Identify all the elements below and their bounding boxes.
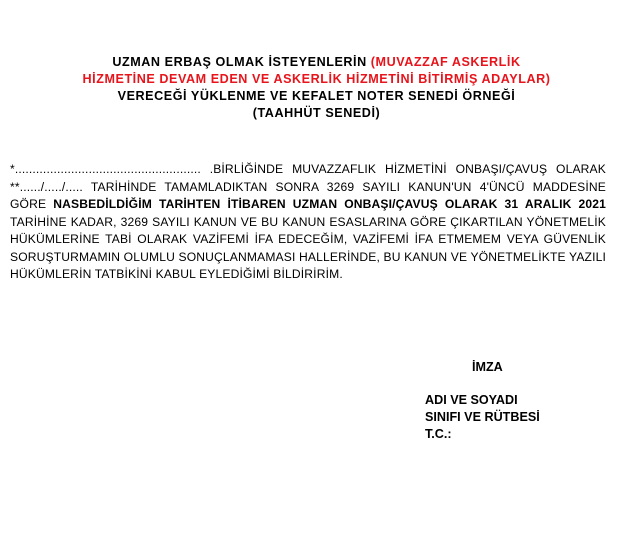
paragraph-part-1: *..................................................... .BİRLİĞİNDE MUVAZZAFLIK HİZMETİNİ ONBAŞI/ÇAVUŞ OLARAK **....../...../..... TARİHİNDE TAMAMLADIKTAN SONRA 3269 SAYILI KANUN'UN 4'ÜNCÜ MADDESİNE GÖRE [10, 162, 606, 211]
commitment-paragraph [10, 161, 606, 284]
class-rank-label: SINIFI VE RÜTBESİ [425, 410, 540, 424]
paragraph-bold-part: NASBEDİLDİĞİM TARİHTEN İTİBAREN UZMAN ONBAŞI/ÇAVUŞ OLARAK 31 ARALIK 2021 [53, 197, 606, 211]
title-line-3: VERECEĞİ YÜKLENME VE KEFALET NOTER SENEDİ ÖRNEĞİ [117, 89, 516, 103]
title-line-4: (TAAHHÜT SENEDİ) [252, 106, 381, 120]
title-line-1 [0, 54, 633, 71]
name-surname-label: ADI VE SOYADI [425, 393, 518, 407]
signature-label: İMZA [472, 360, 503, 374]
signature-block [425, 392, 540, 443]
title-line-2: HİZMETİNE DEVAM EDEN VE ASKERLİK HİZMETİNİ BİTİRMİŞ ADAYLAR) [82, 72, 551, 86]
title-line-1-black: UZMAN ERBAŞ OLMAK İSTEYENLERİN [112, 55, 371, 69]
tc-label: T.C.: [425, 427, 452, 441]
title-line-1-red: (MUVAZZAF ASKERLİK [370, 55, 521, 69]
paragraph-part-2: TARİHİNE KADAR, 3269 SAYILI KANUN VE BU KANUN ESASLARINA GÖRE ÇIKARTILAN YÖNETMELİK HÜKÜMLERİNE TABİ OLARAK VAZİFEMİ İFA EDECEĞİM, VAZİFEMİ İFA ETMEMEM VEYA GÜVENLİK SORUŞTURMAMIN OLUMLU SONUÇLANMAMASI HALLERİNDE, BU KANUN VE YÖNETMELİKTE YAZILI HÜKÜMLERİN TATBİKİNİ KABUL EYLEDİĞİMİ BİLDİRİRİM. [10, 214, 606, 281]
document-title [0, 54, 633, 122]
